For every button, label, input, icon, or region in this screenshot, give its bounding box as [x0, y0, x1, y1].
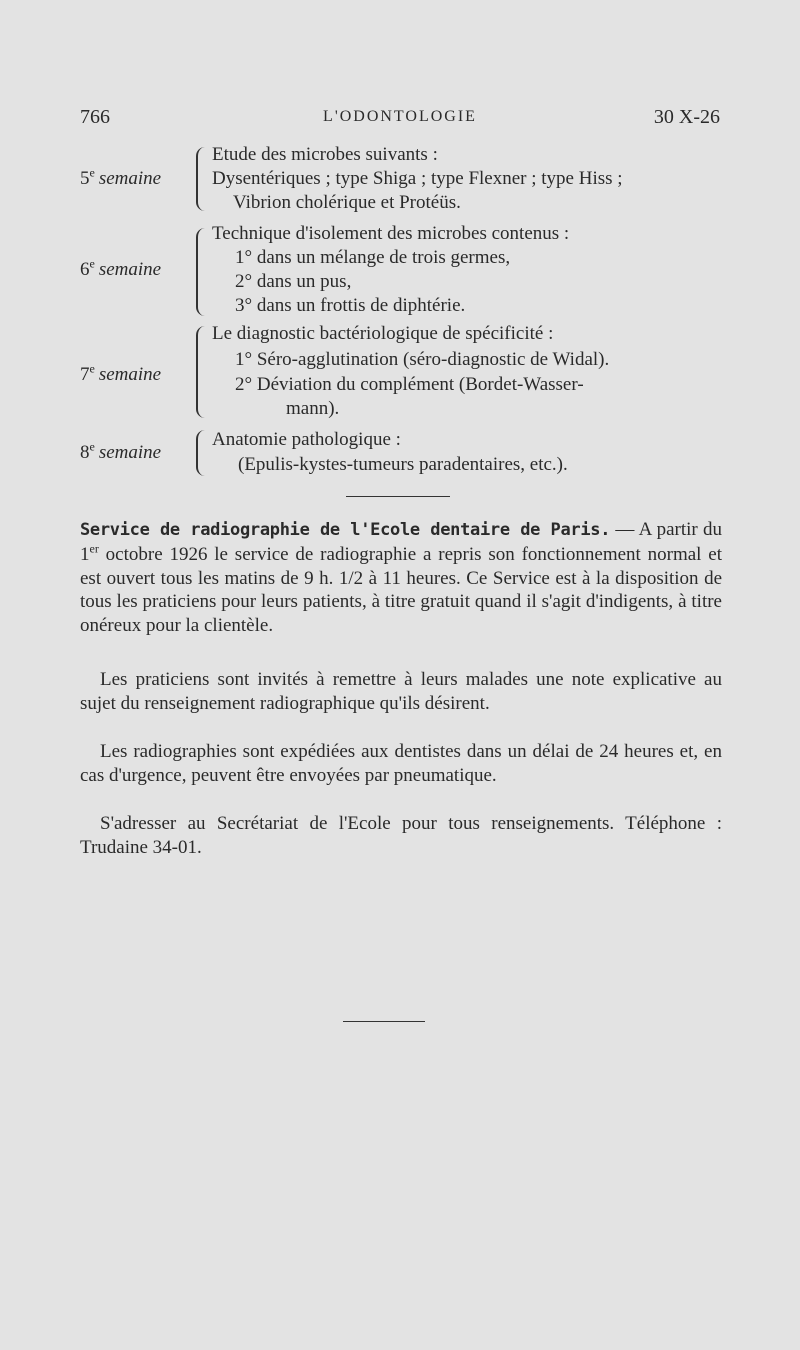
week-line: Dysentériques ; type Shiga ; type Flexner ; type Hiss ; — [212, 168, 623, 189]
week-line: mann). — [286, 398, 340, 419]
week-line: Anatomie pathologique : — [212, 429, 401, 450]
page-number: 766 — [80, 106, 110, 128]
brace — [196, 147, 206, 211]
notice-paragraph-3: Les radiographies sont expédiées aux dentistes dans un délai de 24 heures et, en cas d'urgence, peuvent être envoyées par pneumatique. — [80, 741, 722, 786]
week-line: Etude des microbes suivants : — [212, 144, 438, 165]
section-divider — [346, 496, 450, 497]
week-label: 6e semaine — [80, 256, 162, 280]
running-title: L'ODONTOLOGIE — [323, 108, 477, 125]
week-line: Vibrion cholérique et Protéüs. — [233, 192, 461, 213]
notice-paragraph-2: Les praticiens sont invités à remettre à leurs malades une note explicative au sujet du renseignement radiographique qu'ils désirent. — [80, 669, 722, 714]
week-line: 1° Séro-agglutination (séro-diagnostic de Widal). — [235, 349, 610, 370]
issue-date: 30 X-26 — [653, 106, 720, 128]
brace — [196, 326, 206, 418]
week-line: Technique d'isolement des microbes contenus : — [212, 223, 570, 244]
notice-paragraph-1: Service de radiographie de l'Ecole dentaire de Paris. — A partir du 1er octobre 1926 le service de radiographie a repris son fonctionnement normal et est ouvert tous les matins de 9 h. 1/2 à 11 heures. Ce Service est à la disposition de tous les praticiens pour leurs patients, à titre gratuit quand il s'agit d'indigents, à titre onéreux pour la clientèle. — [80, 519, 722, 637]
week-line: 2° dans un pus, — [235, 271, 352, 292]
week-label: 7e semaine — [80, 361, 162, 385]
notice-paragraph-4: S'adresser au Secrétariat de l'Ecole pour tous renseignements. Téléphone : Trudaine 34-01. — [80, 813, 722, 858]
page-header — [80, 106, 720, 132]
end-divider — [343, 1021, 425, 1022]
week-line: Le diagnostic bactériologique de spécificité : — [212, 323, 554, 344]
week-label: 5e semaine — [80, 165, 162, 189]
notice-title: Service de radiographie de l'Ecole dentaire de Paris. — [80, 520, 611, 540]
week-line: 3° dans un frottis de diphtérie. — [235, 295, 466, 316]
week-line: 1° dans un mélange de trois germes, — [235, 247, 511, 268]
week-line: (Epulis-kystes-tumeurs paradentaires, etc.). — [238, 454, 568, 475]
week-label: 8e semaine — [80, 439, 162, 463]
brace — [196, 228, 206, 316]
brace — [196, 430, 206, 476]
week-line: 2° Déviation du complément (Bordet-Wasser- — [235, 374, 584, 395]
